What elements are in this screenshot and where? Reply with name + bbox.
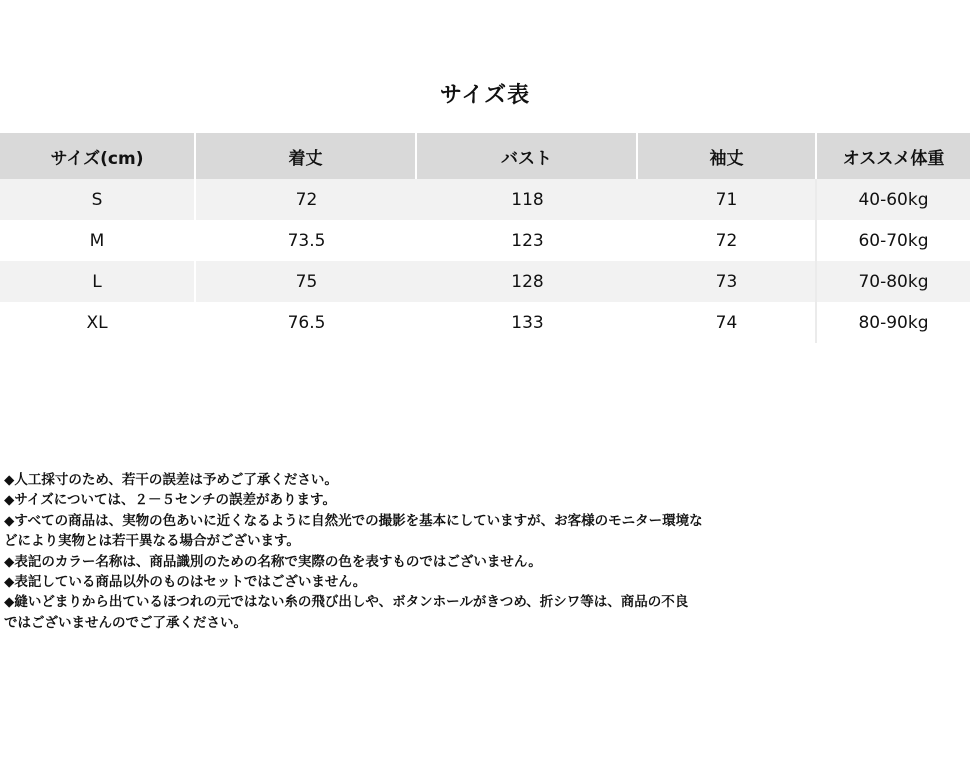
header-bust: バスト — [417, 133, 638, 179]
cell-size: S — [0, 179, 196, 220]
note-line: ◆すべての商品は、実物の色あいに近くなるように自然光での撮影を基本にしていますが、お客様のモニター環境な — [4, 512, 703, 529]
cell-length: 73.5 — [196, 220, 417, 261]
cell-weight: 70-80kg — [817, 261, 970, 302]
cell-length: 72 — [196, 179, 417, 220]
cell-weight: 60-70kg — [817, 220, 970, 261]
table-row — [0, 220, 970, 261]
table-row — [0, 261, 970, 302]
table-header-row — [0, 133, 970, 179]
table-row — [0, 179, 970, 220]
header-length: 着丈 — [196, 133, 417, 179]
cell-sleeve: 74 — [638, 302, 817, 343]
cell-sleeve: 72 — [638, 220, 817, 261]
cell-size: XL — [0, 302, 196, 343]
cell-size: M — [0, 220, 196, 261]
table-row — [0, 302, 970, 343]
page-title: サイズ表 — [439, 83, 531, 108]
cell-size: L — [0, 261, 196, 302]
header-sleeve: 袖丈 — [638, 133, 817, 179]
cell-sleeve: 71 — [638, 179, 817, 220]
size-chart-table — [0, 133, 970, 343]
cell-weight: 40-60kg — [817, 179, 970, 220]
note-line: ◆サイズについては、２－５センチの誤差があります。 — [4, 492, 336, 509]
note-line: ◆表記のカラー名称は、商品識別のための名称で実際の色を表すものではございません。 — [4, 553, 542, 570]
note-line: ◆縫いどまりから出ているほつれの元ではない糸の飛び出しや、ボタンホールがきつめ、折シワ等は、商品の不良 — [4, 594, 689, 611]
note-line: ◆人工採寸のため、若干の誤差は予めご了承ください。 — [4, 472, 338, 488]
cell-bust: 128 — [417, 261, 638, 302]
cell-bust: 133 — [417, 302, 638, 343]
cell-length: 76.5 — [196, 302, 417, 343]
cell-sleeve: 73 — [638, 261, 817, 302]
notes-section — [4, 470, 824, 633]
note-line: ◆表記している商品以外のものはセットではございません。 — [4, 574, 367, 591]
cell-weight: 80-90kg — [817, 302, 970, 343]
cell-bust: 118 — [417, 179, 638, 220]
note-line: ではございませんのでご了承ください。 — [4, 614, 247, 631]
cell-bust: 123 — [417, 220, 638, 261]
cell-length: 75 — [196, 261, 417, 302]
header-recommended-weight: オススメ体重 — [817, 133, 970, 179]
header-size: サイズ(cm) — [0, 133, 196, 179]
note-line: どにより実物とは若干異なる場合がございます。 — [4, 533, 300, 550]
